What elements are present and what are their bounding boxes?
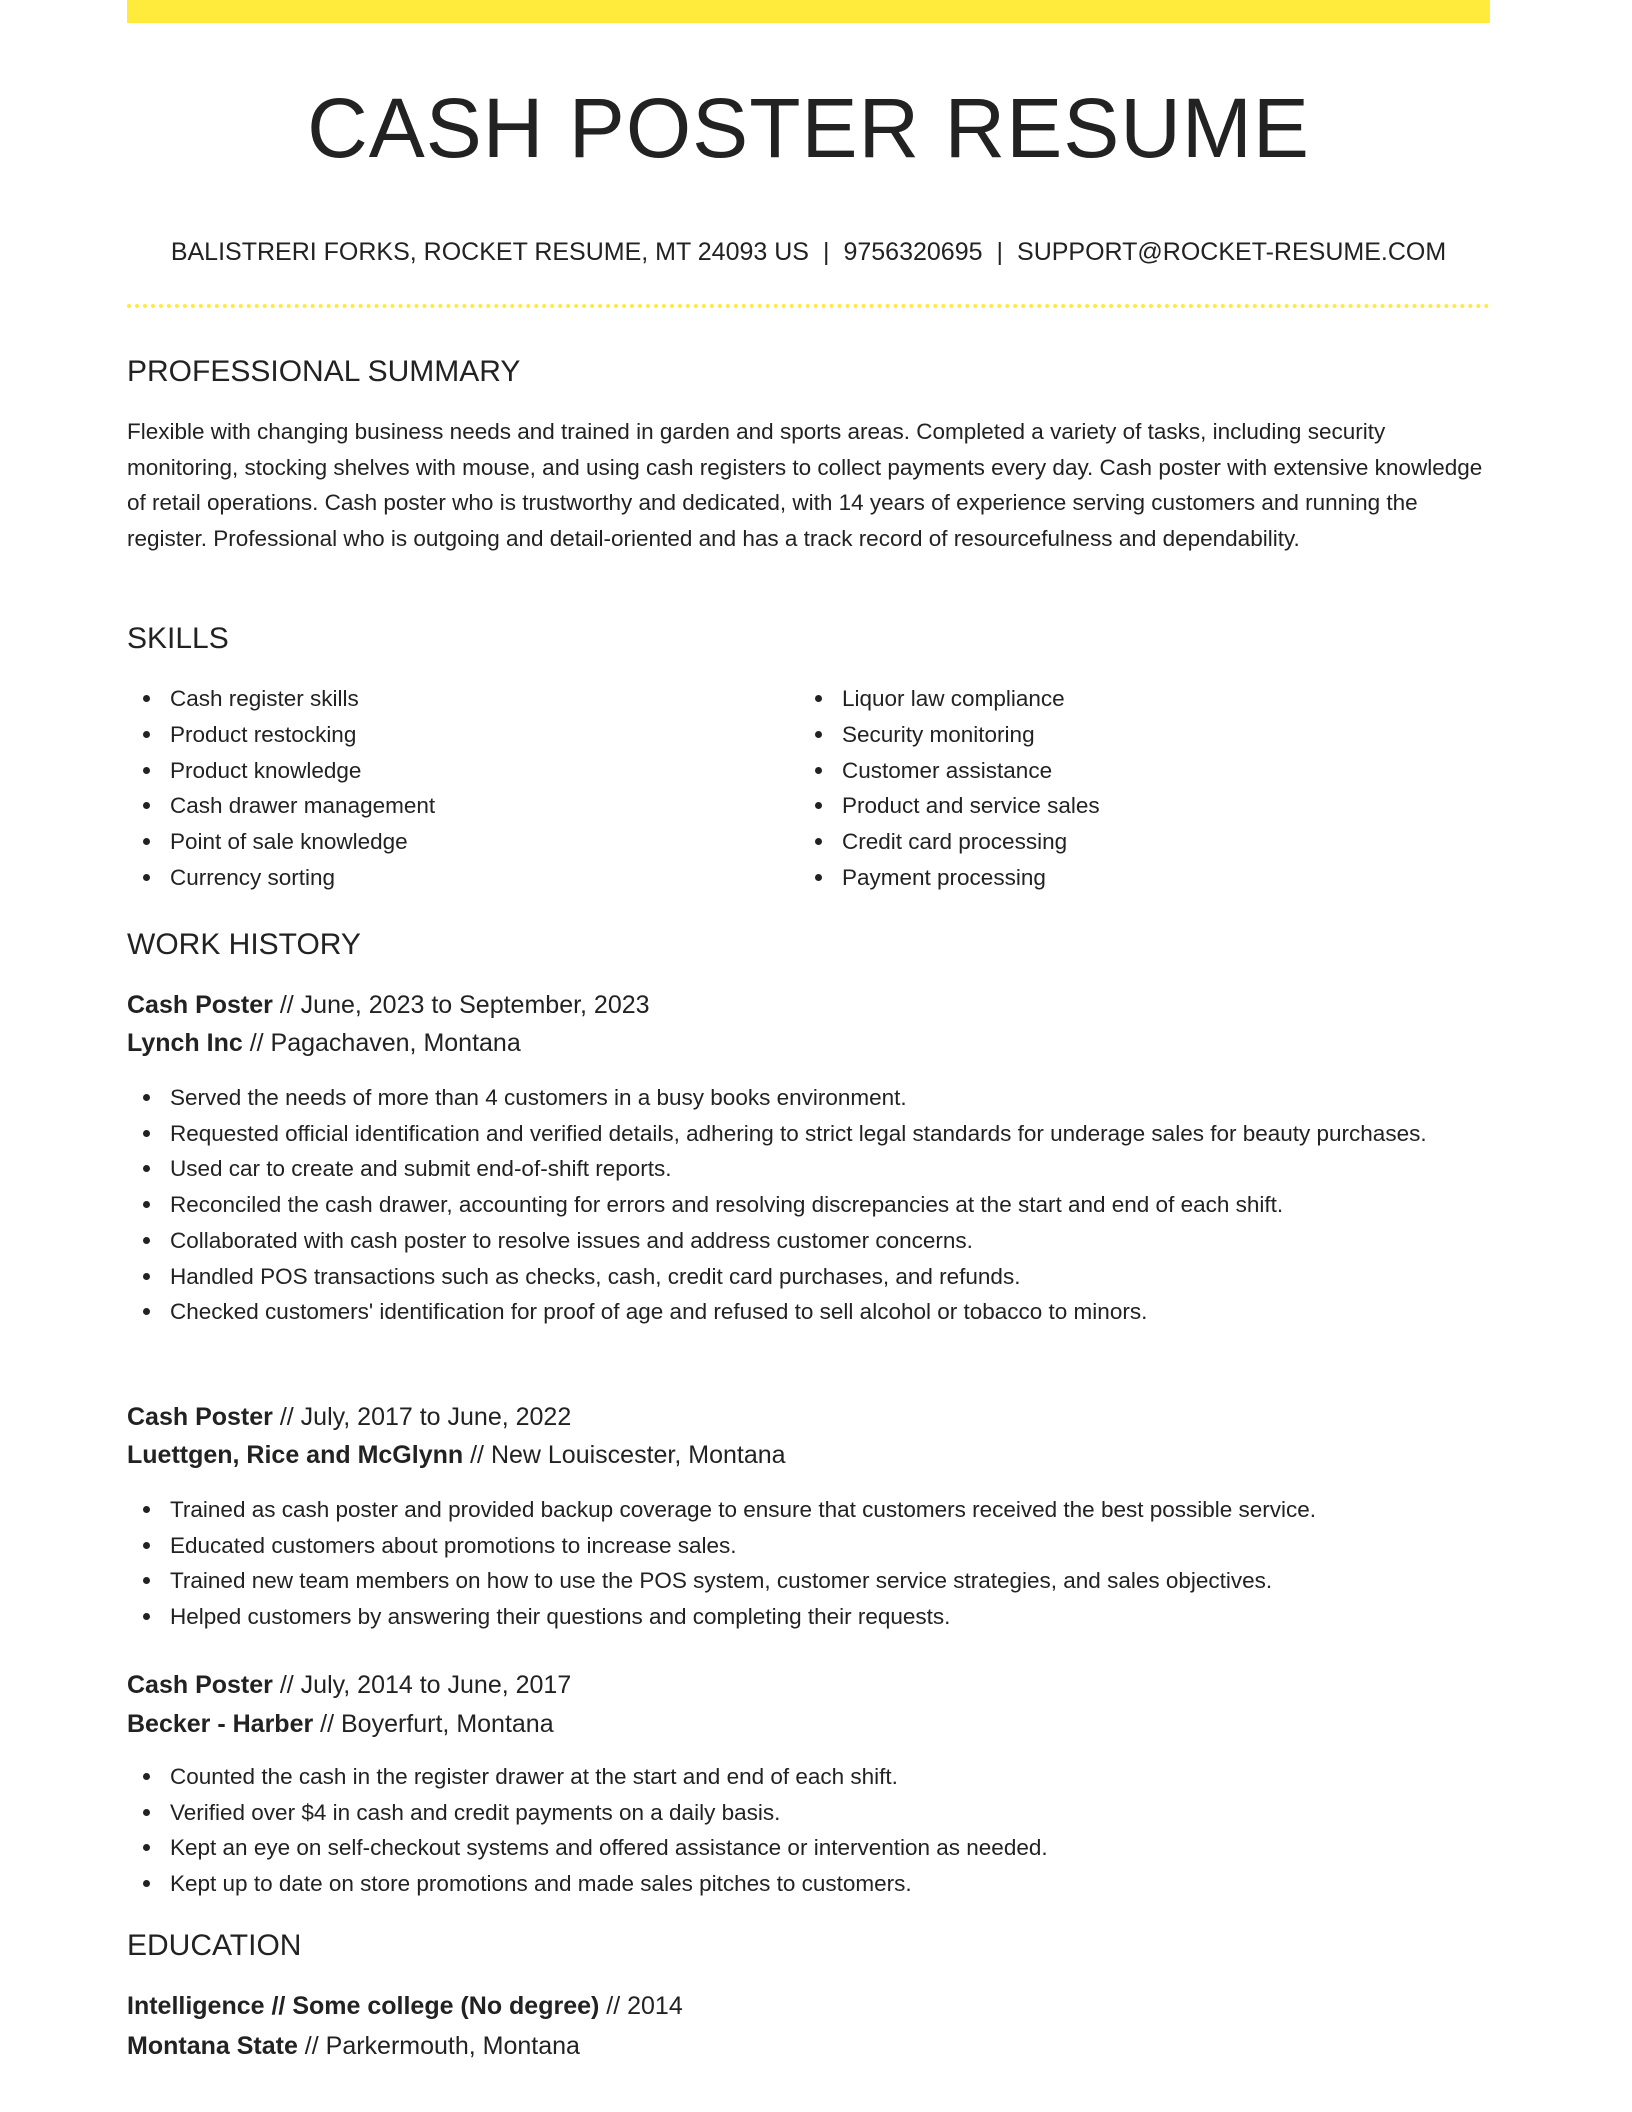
skill-item: Customer assistance — [799, 753, 1439, 789]
job-bullet: Kept up to date on store promotions and made sales pitches to customers. — [127, 1866, 1490, 1902]
skill-item: Point of sale knowledge — [127, 824, 767, 860]
job-location: // Boyerfurt, Montana — [313, 1710, 554, 1738]
job-company-line — [127, 1706, 554, 1742]
resume-title: CASH POSTER RESUME — [307, 81, 1310, 175]
skills-list-right — [799, 681, 1439, 896]
education-school: Montana State — [127, 2032, 298, 2060]
skill-item: Cash drawer management — [127, 788, 767, 824]
job-location: // New Louiscester, Montana — [463, 1441, 786, 1469]
job-bullet: Trained new team members on how to use the POS system, customer service strategies, and sales objectives. — [127, 1563, 1490, 1599]
job-title-line — [127, 987, 650, 1023]
skill-item: Product and service sales — [799, 788, 1439, 824]
job-bullet: Kept an eye on self-checkout systems and offered assistance or intervention as needed. — [127, 1830, 1490, 1866]
contact-separator: | — [822, 238, 830, 266]
education-year: // 2014 — [599, 1992, 683, 2020]
skill-item: Product knowledge — [127, 753, 767, 789]
work-history-heading: WORK HISTORY — [127, 928, 361, 961]
education-degree-line — [127, 1988, 683, 2024]
job-company: Lynch Inc — [127, 1029, 243, 1057]
job-company-line — [127, 1437, 786, 1473]
job-location: // Pagachaven, Montana — [242, 1029, 521, 1057]
job-bullet: Verified over $4 in cash and credit payments on a daily basis. — [127, 1795, 1490, 1831]
contact-address: BALISTRERI FORKS, ROCKET RESUME, MT 24093 US — [170, 238, 809, 266]
contact-email: SUPPORT@ROCKET-RESUME.COM — [1017, 238, 1447, 266]
education-heading: EDUCATION — [127, 1929, 302, 1962]
job-title: Cash Poster — [127, 1403, 273, 1431]
job-company: Becker - Harber — [127, 1710, 314, 1738]
job-title: Cash Poster — [127, 991, 273, 1019]
skill-item: Payment processing — [799, 860, 1439, 896]
job-bullet: Counted the cash in the register drawer at the start and end of each shift. — [127, 1759, 1490, 1795]
job-bullet: Used car to create and submit end-of-shift reports. — [127, 1151, 1490, 1187]
job-dates: // July, 2014 to June, 2017 — [272, 1671, 572, 1699]
education-degree: Intelligence // Some college (No degree) — [127, 1992, 600, 2020]
skill-item: Product restocking — [127, 717, 767, 753]
skill-item: Liquor law compliance — [799, 681, 1439, 717]
summary-text: Flexible with changing business needs and trained in garden and sports areas. Completed a variety of tasks, including security monitoring, stocking shelves with mouse, and using cash registers to collect payments every day. Cash poster with extensive knowledge of retail operations. Cash poster who is trustworthy and dedicated, with 14 years of experience serving customers and running the register. Professional who is outgoing and detail-oriented and has a track record of resourcefulness and dependability. — [127, 419, 1483, 552]
job-bullet: Handled POS transactions such as checks, cash, credit card purchases, and refunds. — [127, 1259, 1490, 1295]
header-divider — [127, 304, 1490, 308]
skills-heading: SKILLS — [127, 622, 229, 655]
job-bullet: Collaborated with cash poster to resolve issues and address customer concerns. — [127, 1223, 1490, 1259]
job-company-line — [127, 1025, 521, 1061]
education-location: // Parkermouth, Montana — [297, 2032, 580, 2060]
skill-item: Credit card processing — [799, 824, 1439, 860]
job-bullets — [127, 1492, 1490, 1635]
skill-item: Security monitoring — [799, 717, 1439, 753]
job-title: Cash Poster — [127, 1671, 273, 1699]
skills-list-left — [127, 681, 767, 896]
contact-separator: | — [996, 238, 1004, 266]
job-company: Luettgen, Rice and McGlynn — [127, 1441, 464, 1469]
job-bullets — [127, 1759, 1490, 1902]
skill-item: Currency sorting — [127, 860, 767, 896]
job-title-line — [127, 1667, 571, 1703]
contact-line — [127, 236, 1490, 268]
job-bullet: Requested official identification and verified details, adhering to strict legal standards for underage sales for beauty purchases. — [127, 1116, 1490, 1152]
contact-phone: 9756320695 — [843, 238, 983, 266]
job-dates: // June, 2023 to September, 2023 — [272, 991, 650, 1019]
job-bullet: Served the needs of more than 4 customers in a busy books environment. — [127, 1080, 1490, 1116]
job-bullet: Checked customers' identification for proof of age and refused to sell alcohol or tobacco to minors. — [127, 1294, 1490, 1330]
job-bullet: Helped customers by answering their questions and completing their requests. — [127, 1599, 1490, 1635]
job-title-line — [127, 1399, 571, 1435]
job-bullet: Educated customers about promotions to increase sales. — [127, 1528, 1490, 1564]
skill-item: Cash register skills — [127, 681, 767, 717]
education-school-line — [127, 2028, 580, 2064]
top-accent-bar — [127, 0, 1490, 23]
job-bullet: Trained as cash poster and provided backup coverage to ensure that customers received the best possible service. — [127, 1492, 1490, 1528]
job-bullets — [127, 1080, 1490, 1330]
summary-heading: PROFESSIONAL SUMMARY — [127, 355, 521, 388]
job-dates: // July, 2017 to June, 2022 — [272, 1403, 572, 1431]
job-bullet: Reconciled the cash drawer, accounting for errors and resolving discrepancies at the start and end of each shift. — [127, 1187, 1490, 1223]
